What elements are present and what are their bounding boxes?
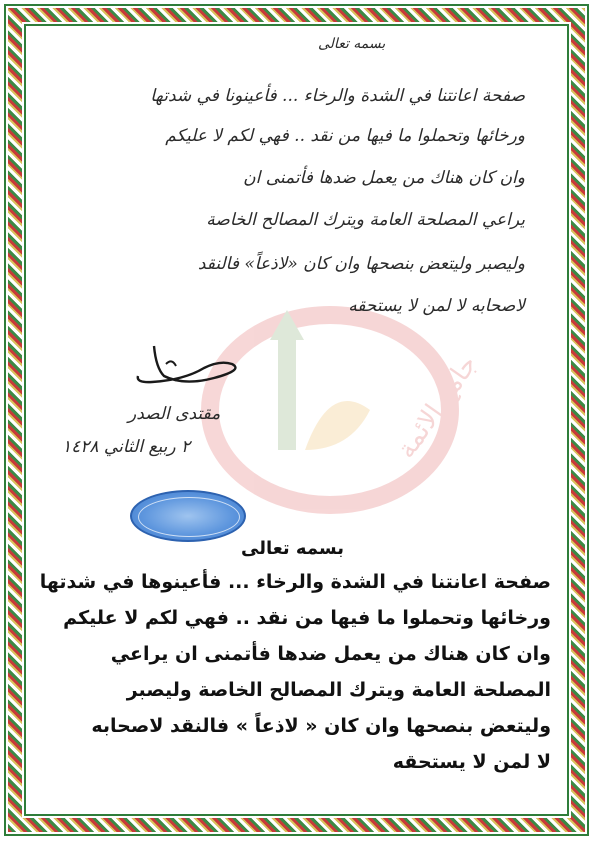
- handwritten-line-5: وليصبر وليتعض بنصحها وان كان «لاذعاً» فالنقد: [197, 254, 525, 274]
- handwritten-line-1: صفحة اعانتنا في الشدة والرخاء ... فأعينونا في شدتها: [150, 86, 525, 106]
- typed-line-6: لا لمن لا يستحقه: [392, 751, 551, 773]
- typed-heading: بسمه تعالى: [241, 538, 344, 559]
- typed-line-4: المصلحة العامة ويترك المصالح الخاصة وليصبر: [126, 679, 551, 701]
- handwritten-line-6: لاصحابه لا لمن لا يستحقه: [348, 296, 525, 316]
- official-seal: [130, 490, 246, 542]
- handwritten-line-2: ورخائها وتحملوا ما فيها من نقد .. فهي لكم لا عليكم: [165, 126, 525, 146]
- handwritten-line-4: يراعي المصلحة العامة ويترك المصالح الخاصة: [206, 210, 525, 230]
- handwritten-signature: [124, 338, 264, 398]
- handwritten-line-3: وان كان هناك من يعمل ضدها فأتمنى ان: [243, 168, 525, 188]
- typed-line-3: وان كان هناك من يعمل ضدها فأتمنى ان يراعي: [110, 643, 551, 665]
- watermark-text: جامع الائمة: [391, 349, 484, 465]
- watermark-logo: [180, 290, 484, 520]
- seal-ring: [138, 497, 240, 537]
- letter-date: ٢ ربيع الثاني ١٤٢٨: [62, 437, 191, 457]
- typed-line-5: وليتعض بنصحها وان كان « لاذعاً » فالنقد لاصحابه: [91, 715, 551, 737]
- handwritten-heading: بسمه تعالى: [318, 36, 386, 52]
- signatory-name: مقتدى الصدر: [128, 404, 221, 424]
- typed-line-2: ورخائها وتحملوا ما فيها من نقد .. فهي لكم لا عليكم: [63, 607, 551, 629]
- typed-line-1: صفحة اعانتنا في الشدة والرخاء ... فأعينوها في شدتها: [39, 571, 551, 593]
